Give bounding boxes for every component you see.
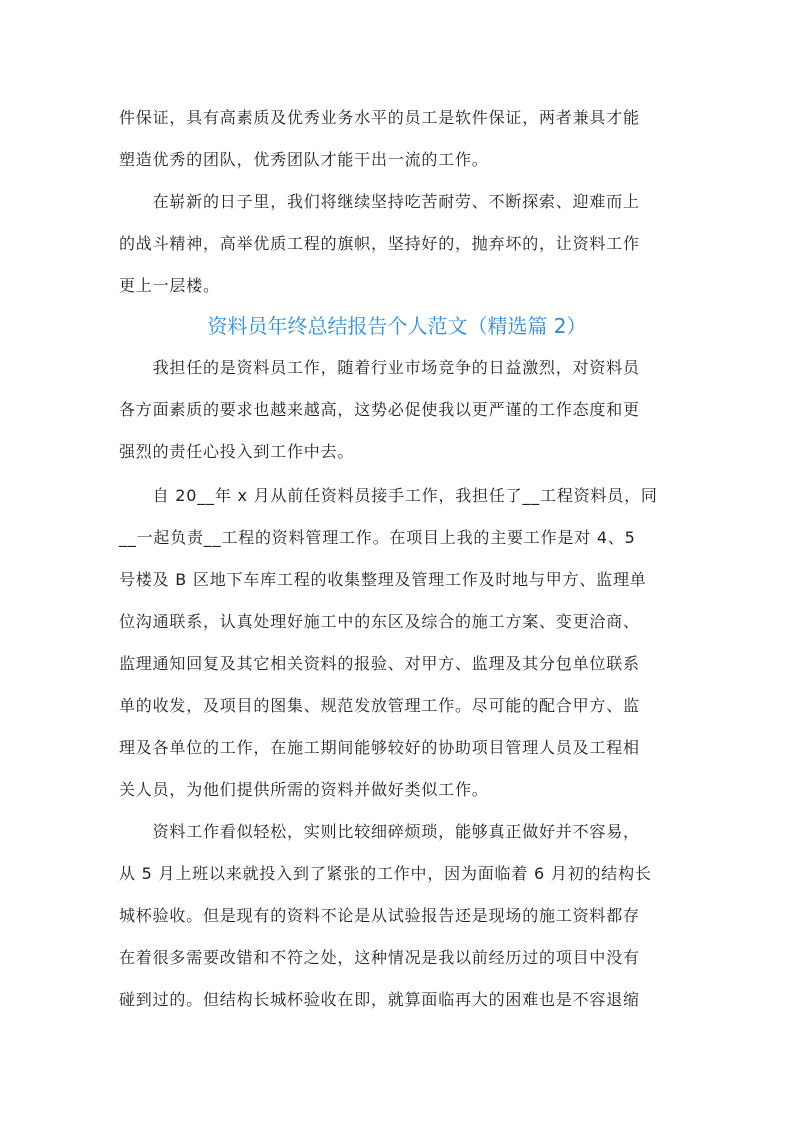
paragraph-line: 资料工作看似轻松，实则比较细碎烦琐，能够真正做好并不容易， xyxy=(119,822,640,841)
paragraph-line: 自 20__年 x 月从前任资料员接手工作，我担任了__工程资料员，同 xyxy=(119,486,658,505)
paragraph-line: 在着很多需要改错和不符之处，这种情况是我以前经历过的项目中没有 xyxy=(119,948,640,967)
paragraph-line: 塑造优秀的团队，优秀团队才能干出一流的工作。 xyxy=(119,150,489,169)
paragraph-line: 更上一层楼。 xyxy=(119,276,220,295)
paragraph-line: 监理通知回复及其它相关资料的报验、对甲方、监理及其分包单位联系 xyxy=(119,654,640,673)
paragraph-line: 各方面素质的要求也越来越高，这势必促使我以更严谨的工作态度和更 xyxy=(119,400,640,419)
paragraph-line: 碰到过的。但结构长城杯验收在即，就算面临再大的困难也是不容退缩 xyxy=(119,990,640,1009)
paragraph-line: 我担任的是资料员工作，随着行业市场竞争的日益激烈，对资料员 xyxy=(119,358,640,377)
paragraph-line: 的战斗精神，高举优质工程的旗帜，坚持好的，抛弃坏的，让资料工作 xyxy=(119,234,640,253)
paragraph-line: 理及各单位的工作，在施工期间能够较好的协助项目管理人员及工程相 xyxy=(119,738,640,757)
paragraph-line: 从 5 月上班以来就投入到了紧张的工作中，因为面临着 6 月初的结构长 xyxy=(119,864,652,883)
paragraph-line: 关人员，为他们提供所需的资料并做好类似工作。 xyxy=(119,780,489,799)
paragraph-line: 单的收发，及项目的图集、规范发放管理工作。尽可能的配合甲方、监 xyxy=(119,696,640,715)
paragraph-line: 号楼及 B 区地下车库工程的收集整理及管理工作及时地与甲方、监理单 xyxy=(119,570,647,589)
paragraph-line: 在崭新的日子里，我们将继续坚持吃苦耐劳、不断探索、迎难而上 xyxy=(119,192,640,211)
paragraph-line: 件保证，具有高素质及优秀业务水平的员工是软件保证，两者兼具才能 xyxy=(119,108,640,127)
paragraph-line: __一起负责__工程的资料管理工作。在项目上我的主要工作是对 4、5 xyxy=(119,528,636,547)
paragraph-line: 位沟通联系，认真处理好施工中的东区及综合的施工方案、变更洽商、 xyxy=(119,612,640,631)
paragraph-line: 城杯验收。但是现有的资料不论是从试验报告还是现场的施工资料都存 xyxy=(119,906,640,925)
paragraph-line: 强烈的责任心投入到工作中去。 xyxy=(119,442,355,461)
section-title: 资料员年终总结报告个人范文（精选篇 2） xyxy=(207,314,587,338)
